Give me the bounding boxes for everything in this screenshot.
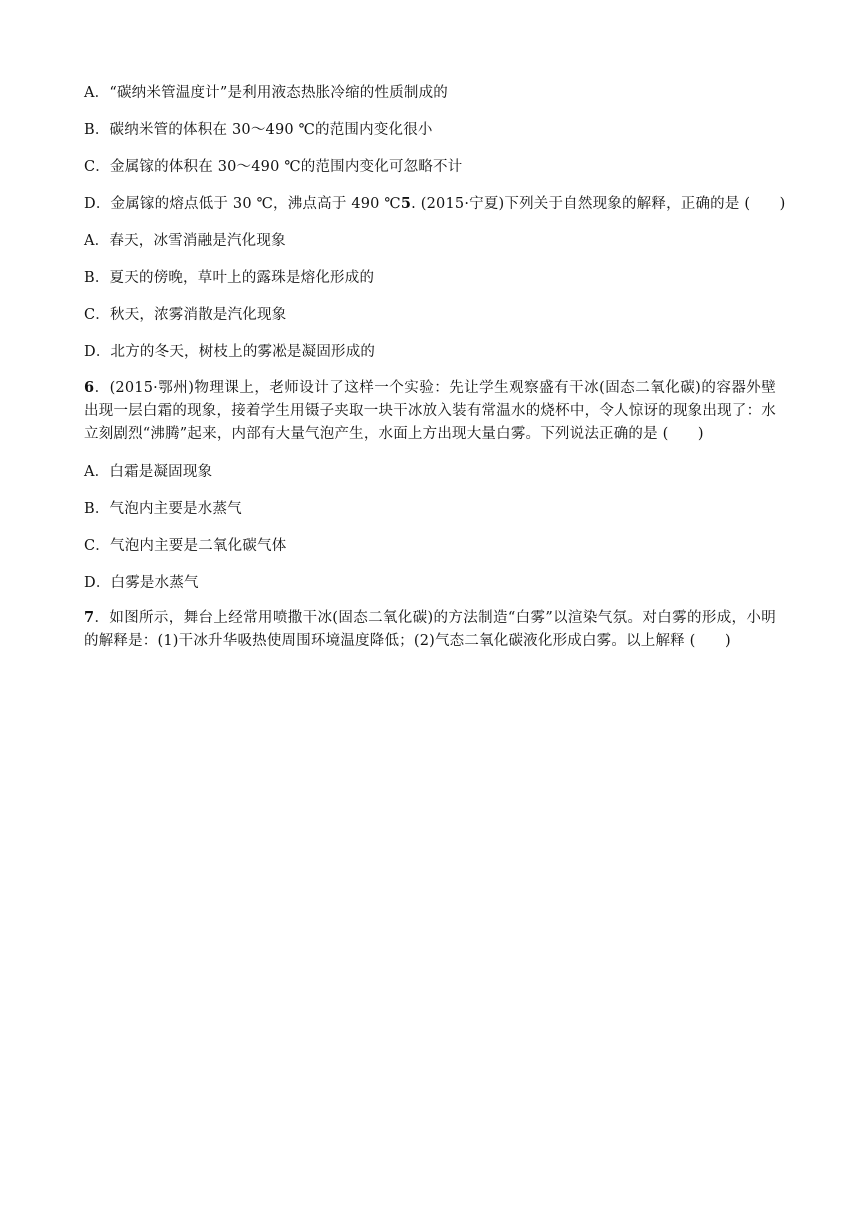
q6-option-b: B．气泡内主要是水蒸气 (84, 501, 242, 517)
q7-stem-paragraph (84, 606, 776, 653)
q6-option-a: A．白霜是凝固现象 (84, 464, 213, 480)
q7-stem: ．如图所示，舞台上经常用喷撒干冰(固态二氧化碳)的方法制造“白雾”以渲染气氛。对白雾的形成，小明的解释是：(1)干冰升华吸热使周围环境温度降低；(2)气态二氧化碳液化形成白雾。以上解释 ( ) (84, 610, 776, 649)
q5-number: 5 (400, 195, 412, 212)
q6-option-c: C．气泡内主要是二氧化碳气体 (84, 538, 287, 554)
q6-number: 6 (84, 379, 95, 396)
q5-option-d: D．北方的冬天，树枝上的雾凇是凝固形成的 (84, 344, 376, 360)
q5-option-c: C．秋天，浓雾消散是汽化现象 (84, 307, 287, 323)
q4-option-d-and-q5-stem (84, 194, 786, 214)
q5-option-b: B．夏天的傍晚，草叶上的露珠是熔化形成的 (84, 270, 375, 286)
q6-stem-paragraph (84, 376, 776, 446)
q7-number: 7 (84, 609, 95, 626)
q5-option-a: A．春天，冰雪消融是汽化现象 (84, 233, 286, 249)
q4-option-b: B．碳纳米管的体积在 30～490 ℃的范围内变化很小 (84, 122, 433, 138)
q4-option-a: A．“碳纳米管温度计”是利用液态热胀冷缩的性质制成的 (84, 85, 448, 101)
q5-stem: . (2015·宁夏)下列关于自然现象的解释，正确的是 ( ) (411, 196, 786, 212)
q4-option-c: C．金属镓的体积在 30～490 ℃的范围内变化可忽略不计 (84, 159, 463, 175)
q6-option-d: D．白雾是水蒸气 (84, 575, 199, 591)
q6-stem: ．(2015·鄂州)物理课上，老师设计了这样一个实验：先让学生观察盛有干冰(固态二氧化碳)的容器外壁出现一层白霜的现象，接着学生用镊子夹取一块干冰放入装有常温水的烧杯中，令人惊讶的现象出现了：水立刻剧烈“沸腾”起来，内部有大量气泡产生，水面上方出现大量白雾。下列说法正确的是 ( ) (84, 380, 776, 442)
q4-option-d: D．金属镓的熔点低于 30 ℃，沸点高于 490 ℃ (84, 196, 401, 212)
